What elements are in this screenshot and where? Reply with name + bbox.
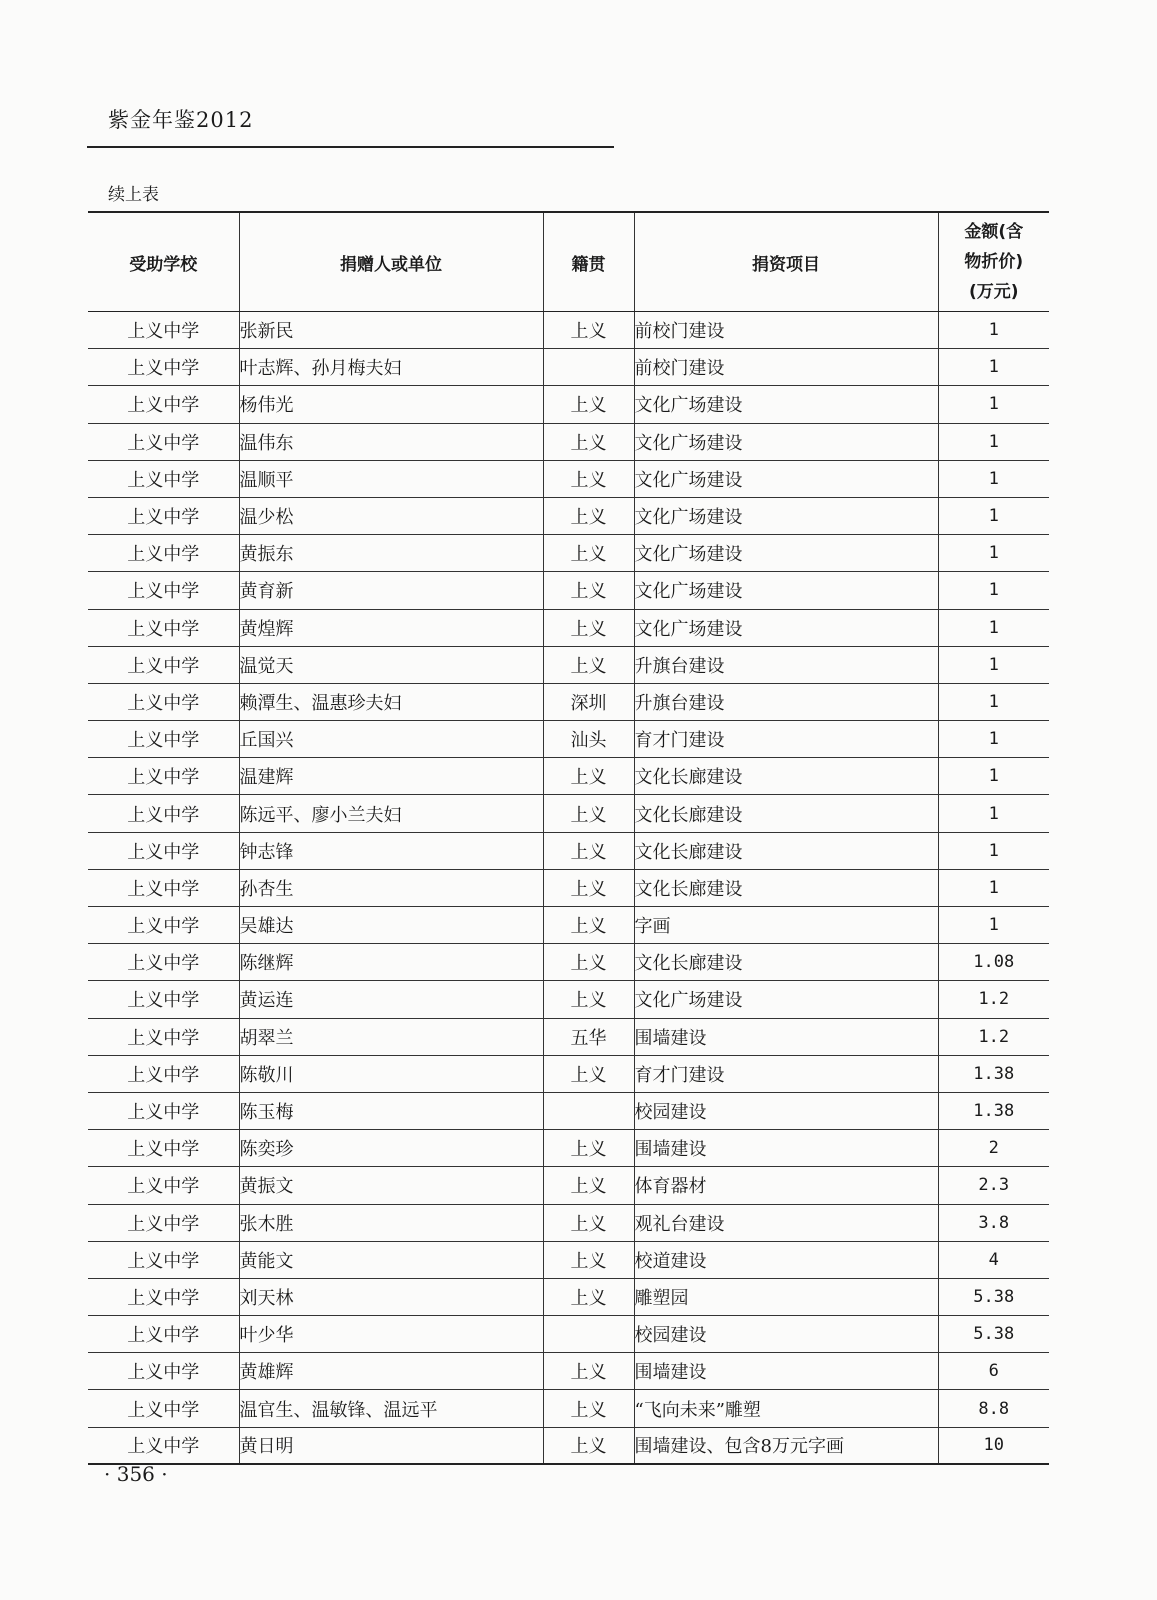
cell-amount: 10 bbox=[938, 1427, 1049, 1464]
cell-donor: 吴雄达 bbox=[239, 907, 543, 944]
cell-project: 文化广场建设 bbox=[634, 386, 938, 423]
cell-donor: 杨伟光 bbox=[239, 386, 543, 423]
cell-project: 前校门建设 bbox=[634, 349, 938, 386]
table-row bbox=[88, 1390, 1049, 1427]
table-row bbox=[88, 795, 1049, 832]
cell-project: 围墙建设 bbox=[634, 1130, 938, 1167]
cell-donor: 温少松 bbox=[239, 497, 543, 534]
cell-donor: 温官生、温敏锋、温远平 bbox=[239, 1390, 543, 1427]
cell-project: 文化广场建设 bbox=[634, 423, 938, 460]
table-row bbox=[88, 1167, 1049, 1204]
cell-donor: 黄运连 bbox=[239, 981, 543, 1018]
cell-donor: 陈奕珍 bbox=[239, 1130, 543, 1167]
cell-project: 育才门建设 bbox=[634, 721, 938, 758]
cell-donor: 丘国兴 bbox=[239, 721, 543, 758]
cell-origin: 上义 bbox=[543, 758, 634, 795]
cell-amount: 1 bbox=[938, 907, 1049, 944]
cell-school: 上义中学 bbox=[88, 1241, 239, 1278]
table-row bbox=[88, 609, 1049, 646]
cell-amount: 1 bbox=[938, 795, 1049, 832]
cell-school: 上义中学 bbox=[88, 423, 239, 460]
cell-amount: 1.2 bbox=[938, 1018, 1049, 1055]
cell-amount: 1 bbox=[938, 386, 1049, 423]
cell-project: 雕塑园 bbox=[634, 1278, 938, 1315]
cell-project: 文化广场建设 bbox=[634, 460, 938, 497]
cell-donor: 黄日明 bbox=[239, 1427, 543, 1464]
table-row bbox=[88, 832, 1049, 869]
column-header-project: 捐资项目 bbox=[634, 212, 938, 312]
cell-amount: 1 bbox=[938, 312, 1049, 349]
cell-origin: 五华 bbox=[543, 1018, 634, 1055]
cell-school: 上义中学 bbox=[88, 1278, 239, 1315]
cell-amount: 1 bbox=[938, 423, 1049, 460]
cell-school: 上义中学 bbox=[88, 944, 239, 981]
table-row bbox=[88, 758, 1049, 795]
cell-donor: 陈继辉 bbox=[239, 944, 543, 981]
cell-donor: 钟志锋 bbox=[239, 832, 543, 869]
cell-school: 上义中学 bbox=[88, 1167, 239, 1204]
cell-origin: 深圳 bbox=[543, 683, 634, 720]
cell-school: 上义中学 bbox=[88, 312, 239, 349]
cell-school: 上义中学 bbox=[88, 1390, 239, 1427]
cell-project: 校园建设 bbox=[634, 1092, 938, 1129]
cell-origin: 上义 bbox=[543, 944, 634, 981]
cell-donor: 叶少华 bbox=[239, 1316, 543, 1353]
cell-origin: 上义 bbox=[543, 1167, 634, 1204]
cell-donor: 刘天林 bbox=[239, 1278, 543, 1315]
cell-school: 上义中学 bbox=[88, 869, 239, 906]
cell-origin: 上义 bbox=[543, 460, 634, 497]
cell-amount: 6 bbox=[938, 1353, 1049, 1390]
cell-origin: 上义 bbox=[543, 646, 634, 683]
column-header-school: 受助学校 bbox=[88, 212, 239, 312]
page-number: · 356 · bbox=[104, 1462, 168, 1486]
cell-school: 上义中学 bbox=[88, 497, 239, 534]
table-row bbox=[88, 683, 1049, 720]
cell-project: 观礼台建设 bbox=[634, 1204, 938, 1241]
cell-donor: 赖潭生、温惠珍夫妇 bbox=[239, 683, 543, 720]
cell-donor: 温顺平 bbox=[239, 460, 543, 497]
table-row bbox=[88, 349, 1049, 386]
cell-amount: 3.8 bbox=[938, 1204, 1049, 1241]
cell-project: 文化广场建设 bbox=[634, 981, 938, 1018]
cell-school: 上义中学 bbox=[88, 907, 239, 944]
table-row bbox=[88, 1427, 1049, 1464]
table-row bbox=[88, 721, 1049, 758]
cell-origin bbox=[543, 349, 634, 386]
cell-amount: 1.38 bbox=[938, 1092, 1049, 1129]
cell-origin: 上义 bbox=[543, 1390, 634, 1427]
cell-amount: 1.38 bbox=[938, 1055, 1049, 1092]
cell-origin: 上义 bbox=[543, 312, 634, 349]
cell-project: 围墙建设 bbox=[634, 1018, 938, 1055]
cell-project: 升旗台建设 bbox=[634, 646, 938, 683]
cell-school: 上义中学 bbox=[88, 721, 239, 758]
cell-project: 文化广场建设 bbox=[634, 609, 938, 646]
cell-amount: 5.38 bbox=[938, 1278, 1049, 1315]
cell-donor: 黄育新 bbox=[239, 572, 543, 609]
cell-amount: 8.8 bbox=[938, 1390, 1049, 1427]
cell-origin bbox=[543, 1316, 634, 1353]
cell-origin: 上义 bbox=[543, 1130, 634, 1167]
table-caption: 续上表 bbox=[108, 185, 159, 205]
cell-project: 文化广场建设 bbox=[634, 572, 938, 609]
cell-donor: 张新民 bbox=[239, 312, 543, 349]
cell-origin: 上义 bbox=[543, 572, 634, 609]
cell-project: 育才门建设 bbox=[634, 1055, 938, 1092]
table-row bbox=[88, 1018, 1049, 1055]
cell-amount: 1 bbox=[938, 349, 1049, 386]
cell-school: 上义中学 bbox=[88, 1018, 239, 1055]
amount-header-line-1: 金额(含 bbox=[964, 222, 1024, 242]
table-row bbox=[88, 386, 1049, 423]
column-header-donor: 捐赠人或单位 bbox=[239, 212, 543, 312]
cell-project: 校园建设 bbox=[634, 1316, 938, 1353]
cell-school: 上义中学 bbox=[88, 1130, 239, 1167]
cell-project: 体育器材 bbox=[634, 1167, 938, 1204]
cell-project: 围墙建设 bbox=[634, 1353, 938, 1390]
cell-amount: 1 bbox=[938, 646, 1049, 683]
table-row bbox=[88, 869, 1049, 906]
cell-project: 字画 bbox=[634, 907, 938, 944]
cell-school: 上义中学 bbox=[88, 1427, 239, 1464]
cell-origin: 上义 bbox=[543, 795, 634, 832]
table-row bbox=[88, 1241, 1049, 1278]
cell-donor: 孙杏生 bbox=[239, 869, 543, 906]
cell-school: 上义中学 bbox=[88, 1092, 239, 1129]
amount-header-line-2: 物折价) bbox=[964, 252, 1024, 272]
cell-donor: 陈玉梅 bbox=[239, 1092, 543, 1129]
cell-donor: 温建辉 bbox=[239, 758, 543, 795]
cell-donor: 叶志辉、孙月梅夫妇 bbox=[239, 349, 543, 386]
cell-origin: 上义 bbox=[543, 535, 634, 572]
cell-origin: 上义 bbox=[543, 869, 634, 906]
cell-origin: 上义 bbox=[543, 907, 634, 944]
cell-amount: 2 bbox=[938, 1130, 1049, 1167]
table-row bbox=[88, 1092, 1049, 1129]
cell-donor: 胡翠兰 bbox=[239, 1018, 543, 1055]
cell-origin: 上义 bbox=[543, 1204, 634, 1241]
cell-amount: 1 bbox=[938, 460, 1049, 497]
cell-project: 文化长廊建设 bbox=[634, 758, 938, 795]
cell-school: 上义中学 bbox=[88, 758, 239, 795]
cell-origin: 上义 bbox=[543, 1353, 634, 1390]
cell-amount: 1 bbox=[938, 683, 1049, 720]
cell-donor: 黄能文 bbox=[239, 1241, 543, 1278]
cell-amount: 1.08 bbox=[938, 944, 1049, 981]
table-row bbox=[88, 460, 1049, 497]
table-row bbox=[88, 981, 1049, 1018]
cell-amount: 1 bbox=[938, 721, 1049, 758]
cell-donor: 温觉天 bbox=[239, 646, 543, 683]
cell-origin: 上义 bbox=[543, 1241, 634, 1278]
cell-project: 文化广场建设 bbox=[634, 497, 938, 534]
cell-amount: 1 bbox=[938, 869, 1049, 906]
column-header-amount bbox=[938, 212, 1049, 312]
cell-amount: 1 bbox=[938, 758, 1049, 795]
cell-amount: 1 bbox=[938, 497, 1049, 534]
cell-origin: 上义 bbox=[543, 832, 634, 869]
cell-school: 上义中学 bbox=[88, 349, 239, 386]
cell-school: 上义中学 bbox=[88, 386, 239, 423]
cell-origin: 上义 bbox=[543, 1427, 634, 1464]
cell-school: 上义中学 bbox=[88, 646, 239, 683]
cell-school: 上义中学 bbox=[88, 832, 239, 869]
cell-school: 上义中学 bbox=[88, 572, 239, 609]
cell-amount: 2.3 bbox=[938, 1167, 1049, 1204]
cell-school: 上义中学 bbox=[88, 795, 239, 832]
cell-project: 升旗台建设 bbox=[634, 683, 938, 720]
cell-donor: 黄振文 bbox=[239, 1167, 543, 1204]
cell-project: 文化长廊建设 bbox=[634, 944, 938, 981]
cell-origin: 上义 bbox=[543, 1055, 634, 1092]
table-row bbox=[88, 1055, 1049, 1092]
table-row bbox=[88, 1316, 1049, 1353]
donation-table bbox=[88, 211, 1049, 1465]
table-row bbox=[88, 497, 1049, 534]
cell-project: 文化长廊建设 bbox=[634, 832, 938, 869]
cell-donor: 温伟东 bbox=[239, 423, 543, 460]
cell-amount: 1 bbox=[938, 609, 1049, 646]
cell-school: 上义中学 bbox=[88, 981, 239, 1018]
cell-origin: 上义 bbox=[543, 497, 634, 534]
cell-donor: 黄煌辉 bbox=[239, 609, 543, 646]
cell-project: 围墙建设、包含8万元字画 bbox=[634, 1427, 938, 1464]
cell-origin: 汕头 bbox=[543, 721, 634, 758]
cell-project: 校道建设 bbox=[634, 1241, 938, 1278]
cell-donor: 陈远平、廖小兰夫妇 bbox=[239, 795, 543, 832]
table-row bbox=[88, 1353, 1049, 1390]
table-row bbox=[88, 1204, 1049, 1241]
cell-school: 上义中学 bbox=[88, 460, 239, 497]
header-rule bbox=[87, 146, 614, 148]
table-row bbox=[88, 944, 1049, 981]
cell-project: 前校门建设 bbox=[634, 312, 938, 349]
cell-project: 文化长廊建设 bbox=[634, 869, 938, 906]
cell-amount: 1 bbox=[938, 535, 1049, 572]
cell-origin bbox=[543, 1092, 634, 1129]
cell-donor: 黄振东 bbox=[239, 535, 543, 572]
cell-school: 上义中学 bbox=[88, 1204, 239, 1241]
column-header-origin: 籍贯 bbox=[543, 212, 634, 312]
cell-origin: 上义 bbox=[543, 423, 634, 460]
cell-project: 文化长廊建设 bbox=[634, 795, 938, 832]
table-row bbox=[88, 423, 1049, 460]
cell-school: 上义中学 bbox=[88, 1353, 239, 1390]
cell-school: 上义中学 bbox=[88, 609, 239, 646]
cell-donor: 陈敬川 bbox=[239, 1055, 543, 1092]
cell-school: 上义中学 bbox=[88, 535, 239, 572]
cell-origin: 上义 bbox=[543, 981, 634, 1018]
cell-amount: 5.38 bbox=[938, 1316, 1049, 1353]
table-header-row bbox=[88, 212, 1049, 312]
cell-origin: 上义 bbox=[543, 1278, 634, 1315]
cell-donor: 黄雄辉 bbox=[239, 1353, 543, 1390]
cell-amount: 1 bbox=[938, 572, 1049, 609]
cell-school: 上义中学 bbox=[88, 1055, 239, 1092]
table-row bbox=[88, 1130, 1049, 1167]
amount-header-line-3: (万元) bbox=[968, 282, 1019, 302]
cell-school: 上义中学 bbox=[88, 1316, 239, 1353]
table-body bbox=[88, 312, 1049, 1465]
table-row bbox=[88, 1278, 1049, 1315]
table-row bbox=[88, 535, 1049, 572]
table-row bbox=[88, 646, 1049, 683]
table-row bbox=[88, 312, 1049, 349]
cell-project: 文化广场建设 bbox=[634, 535, 938, 572]
cell-donor: 张木胜 bbox=[239, 1204, 543, 1241]
cell-amount: 4 bbox=[938, 1241, 1049, 1278]
cell-project: “飞向未来”雕塑 bbox=[634, 1390, 938, 1427]
cell-origin: 上义 bbox=[543, 386, 634, 423]
cell-amount: 1 bbox=[938, 832, 1049, 869]
running-title: 紫金年鉴2012 bbox=[108, 108, 254, 132]
table-row bbox=[88, 907, 1049, 944]
cell-school: 上义中学 bbox=[88, 683, 239, 720]
cell-amount: 1.2 bbox=[938, 981, 1049, 1018]
cell-origin: 上义 bbox=[543, 609, 634, 646]
table-row bbox=[88, 572, 1049, 609]
